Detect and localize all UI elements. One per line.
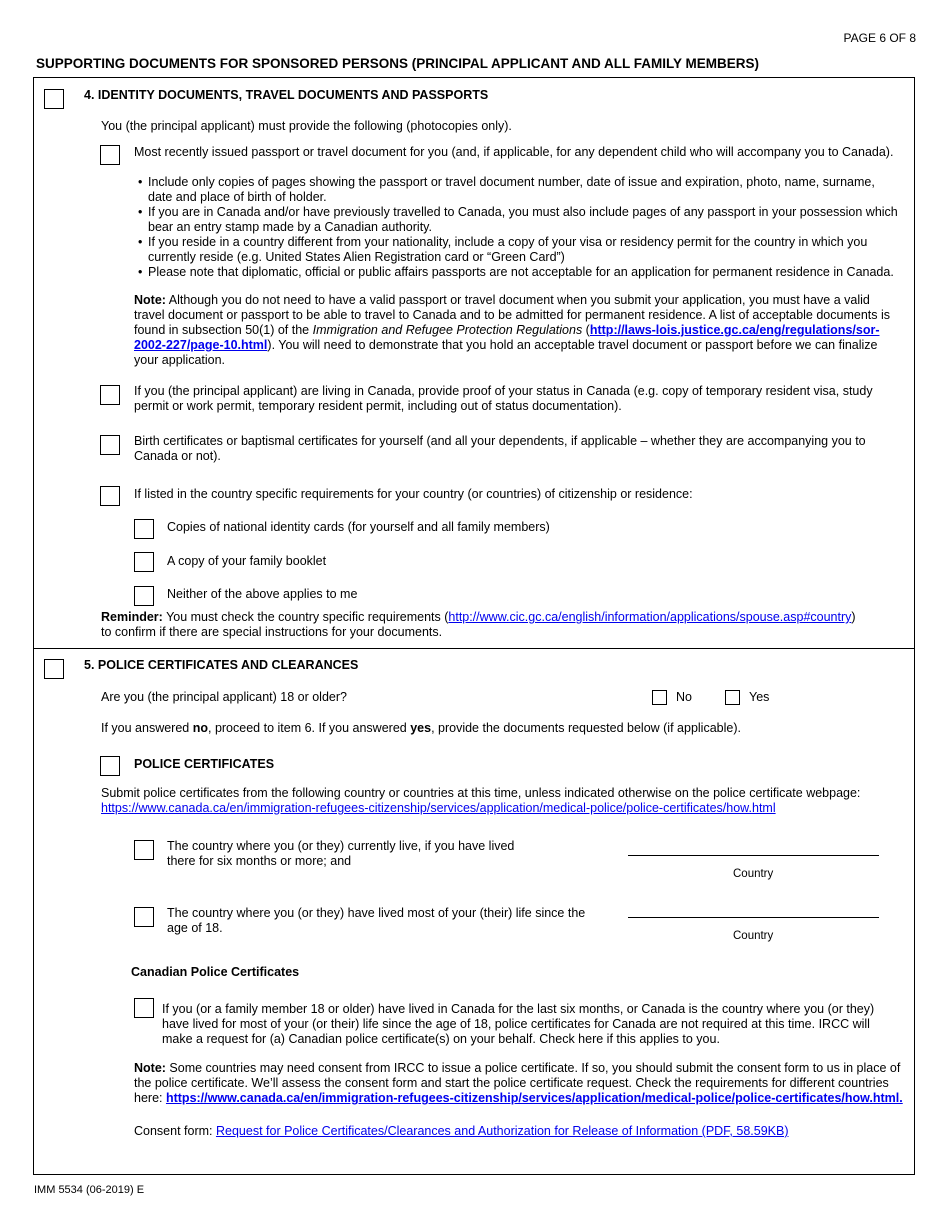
reminder-text-3: to confirm if there are special instructions for your documents. <box>101 625 443 639</box>
section4-checkbox[interactable] <box>44 89 64 109</box>
passport-bullets <box>134 175 900 280</box>
instr-text: If you answered <box>101 721 193 735</box>
birth-checkbox[interactable] <box>100 435 120 455</box>
country-req-checkbox[interactable] <box>100 486 120 506</box>
police-note-text: Some countries may need consent from IRCC to issue a police certificate. If so, you should submit the consent form to us in place of the police certificate. We’ll assess the consent form and start the police certificate request. Check the requirements for different countries here: <box>134 1061 901 1105</box>
identity-cards-checkbox[interactable] <box>134 519 154 539</box>
country-requirements-link[interactable]: http://www.cic.gc.ca/english/information/applications/spouse.asp#country <box>448 610 852 624</box>
passport-note <box>134 293 902 368</box>
canadian-police-checkbox[interactable] <box>134 998 154 1018</box>
status-checkbox[interactable] <box>100 385 120 405</box>
reminder-label: Reminder: <box>101 610 163 624</box>
birth-item-text: Birth certificates or baptismal certificates for yourself (and all your dependents, if applicable – whether they are accompanying you to Canada or not). <box>134 434 866 463</box>
lived-most-country-field[interactable] <box>628 917 879 918</box>
age-instructions <box>101 721 741 736</box>
consent-label: Consent form: <box>134 1124 216 1138</box>
form-id: IMM 5534 (06-2019) E <box>34 1184 145 1196</box>
note-text-2: ). You will need to demonstrate that you hold an acceptable travel document or passport before we can finalize your application. <box>134 338 878 367</box>
current-country-field[interactable] <box>628 855 879 856</box>
instr-no: no <box>192 721 208 735</box>
page-number: PAGE 6 OF 8 <box>843 31 916 45</box>
section4-heading: 4. IDENTITY DOCUMENTS, TRAVEL DOCUMENTS AND PASSPORTS <box>84 88 489 102</box>
submit-text: Submit police certificates from the following country or countries at this time, unless indicated otherwise on the police certificate webpage: <box>101 786 861 800</box>
instr-text-3: , provide the documents requested below (if applicable). <box>431 721 741 735</box>
identity-cards-text: Copies of national identity cards (for yourself and all family members) <box>167 520 550 534</box>
note-paren: ( <box>582 323 590 337</box>
neither-checkbox[interactable] <box>134 586 154 606</box>
lived-most-country-label: Country <box>733 930 774 942</box>
age-no-label: No <box>676 690 692 704</box>
section5-checkbox[interactable] <box>44 659 64 679</box>
lived-most-text: The country where you (or they) have lived most of your (their) life since the age of 18. <box>167 906 586 935</box>
reminder-paren: ) <box>851 610 856 624</box>
lived-most-checkbox[interactable] <box>134 907 154 927</box>
age-yes-label: Yes <box>749 690 770 704</box>
country-req-text: If listed in the country specific requirements for your country (or countries) of citizenship or residence: <box>134 487 693 501</box>
regulations-link[interactable]: http://laws-lois.justice.gc.ca/eng/regulations/sor-2002-227/page-10.html <box>134 323 880 352</box>
family-booklet-checkbox[interactable] <box>134 552 154 572</box>
bullet-item: • Include only copies of pages showing the passport or travel document number, date of issue and expiration, photo, name, surname, date and place of birth of holder. <box>134 175 900 205</box>
reminder-text: You must check the country specific requirements ( <box>162 610 449 624</box>
status-item-text: If you (the principal applicant) are living in Canada, provide proof of your status in Canada (e.g. copy of temporary resident visa, study permit or work permit, temporary resident permit, including out of status documentation). <box>134 384 873 413</box>
neither-text: Neither of the above applies to me <box>167 587 358 601</box>
police-note <box>134 1061 904 1106</box>
current-country-checkbox[interactable] <box>134 840 154 860</box>
note-italic: Immigration and Refugee Protection Regulations <box>312 323 583 337</box>
age-question: Are you (the principal applicant) 18 or older? <box>101 690 347 704</box>
age-yes-checkbox[interactable] <box>725 690 740 705</box>
canadian-police-heading: Canadian Police Certificates <box>131 965 300 979</box>
police-certificates-heading: POLICE CERTIFICATES <box>134 757 275 771</box>
current-country-text: The country where you (or they) currently live, if you have lived there for six months or more; and <box>167 839 515 868</box>
bullet-item: • If you are in Canada and/or have previously travelled to Canada, you must also include pages of any passport in your possession which bear an entry stamp made by a Canadian authority. <box>134 205 900 235</box>
instr-text-2: , proceed to item 6. If you answered <box>208 721 411 735</box>
family-booklet-text: A copy of your family booklet <box>167 554 327 568</box>
reminder <box>101 610 891 640</box>
note-label: Note: <box>134 293 166 307</box>
instr-yes: yes <box>410 721 432 735</box>
submit-instructions <box>101 786 891 816</box>
consent-form-link[interactable]: Request for Police Certificates/Clearances and Authorization for Release of Information (PDF, 58.59KB) <box>215 1124 789 1138</box>
passport-checkbox[interactable] <box>100 145 120 165</box>
consent-form <box>134 1124 789 1139</box>
canadian-police-text: If you (or a family member 18 or older) have lived in Canada for the last six months, or Canada is the country where you (or they) have lived for most of your (or their) life since the age of 18, police certificates for Canada are not required at this time. IRCC will make a request for (a) Canadian police certificate(s) on your behalf. Check here if this applies to you. <box>162 1002 875 1046</box>
police-note-label: Note: <box>134 1061 166 1075</box>
section-divider <box>33 648 915 649</box>
bullet-item: • If you reside in a country different from your nationality, include a copy of your visa or residency permit for the country in which you currently reside (e.g. United States Alien Registration card or “Green Card”) <box>134 235 900 265</box>
police-certificates-link[interactable]: https://www.canada.ca/en/immigration-refugees-citizenship/services/application/medical-police/police-certificates/how.html <box>101 801 776 815</box>
section4-intro: You (the principal applicant) must provide the following (photocopies only). <box>101 119 512 133</box>
passport-item-text: Most recently issued passport or travel document for you (and, if applicable, for any dependent child who will accompany you to Canada). <box>134 145 894 159</box>
section5-heading: 5. POLICE CERTIFICATES AND CLEARANCES <box>84 658 359 672</box>
police-certificates-checkbox[interactable] <box>100 756 120 776</box>
bullet-item: • Please note that diplomatic, official or public affairs passports are not acceptable for an application for permanent residence in Canada. <box>134 265 900 280</box>
note-text: Although you do not need to have a valid passport or travel document when you submit your application, you must have a valid travel document or passport to be able to travel to Canada and to be admitted for permanent residence. A list of acceptable documents is found in subsection 50(1) of the <box>134 293 890 337</box>
age-no-checkbox[interactable] <box>652 690 667 705</box>
police-note-link[interactable]: https://www.canada.ca/en/immigration-refugees-citizenship/services/application/medical-police/police-certificates/how.html. <box>165 1091 903 1105</box>
current-country-label: Country <box>733 868 774 880</box>
page-title: SUPPORTING DOCUMENTS FOR SPONSORED PERSONS (PRINCIPAL APPLICANT AND ALL FAMILY MEMBERS) <box>36 56 760 71</box>
